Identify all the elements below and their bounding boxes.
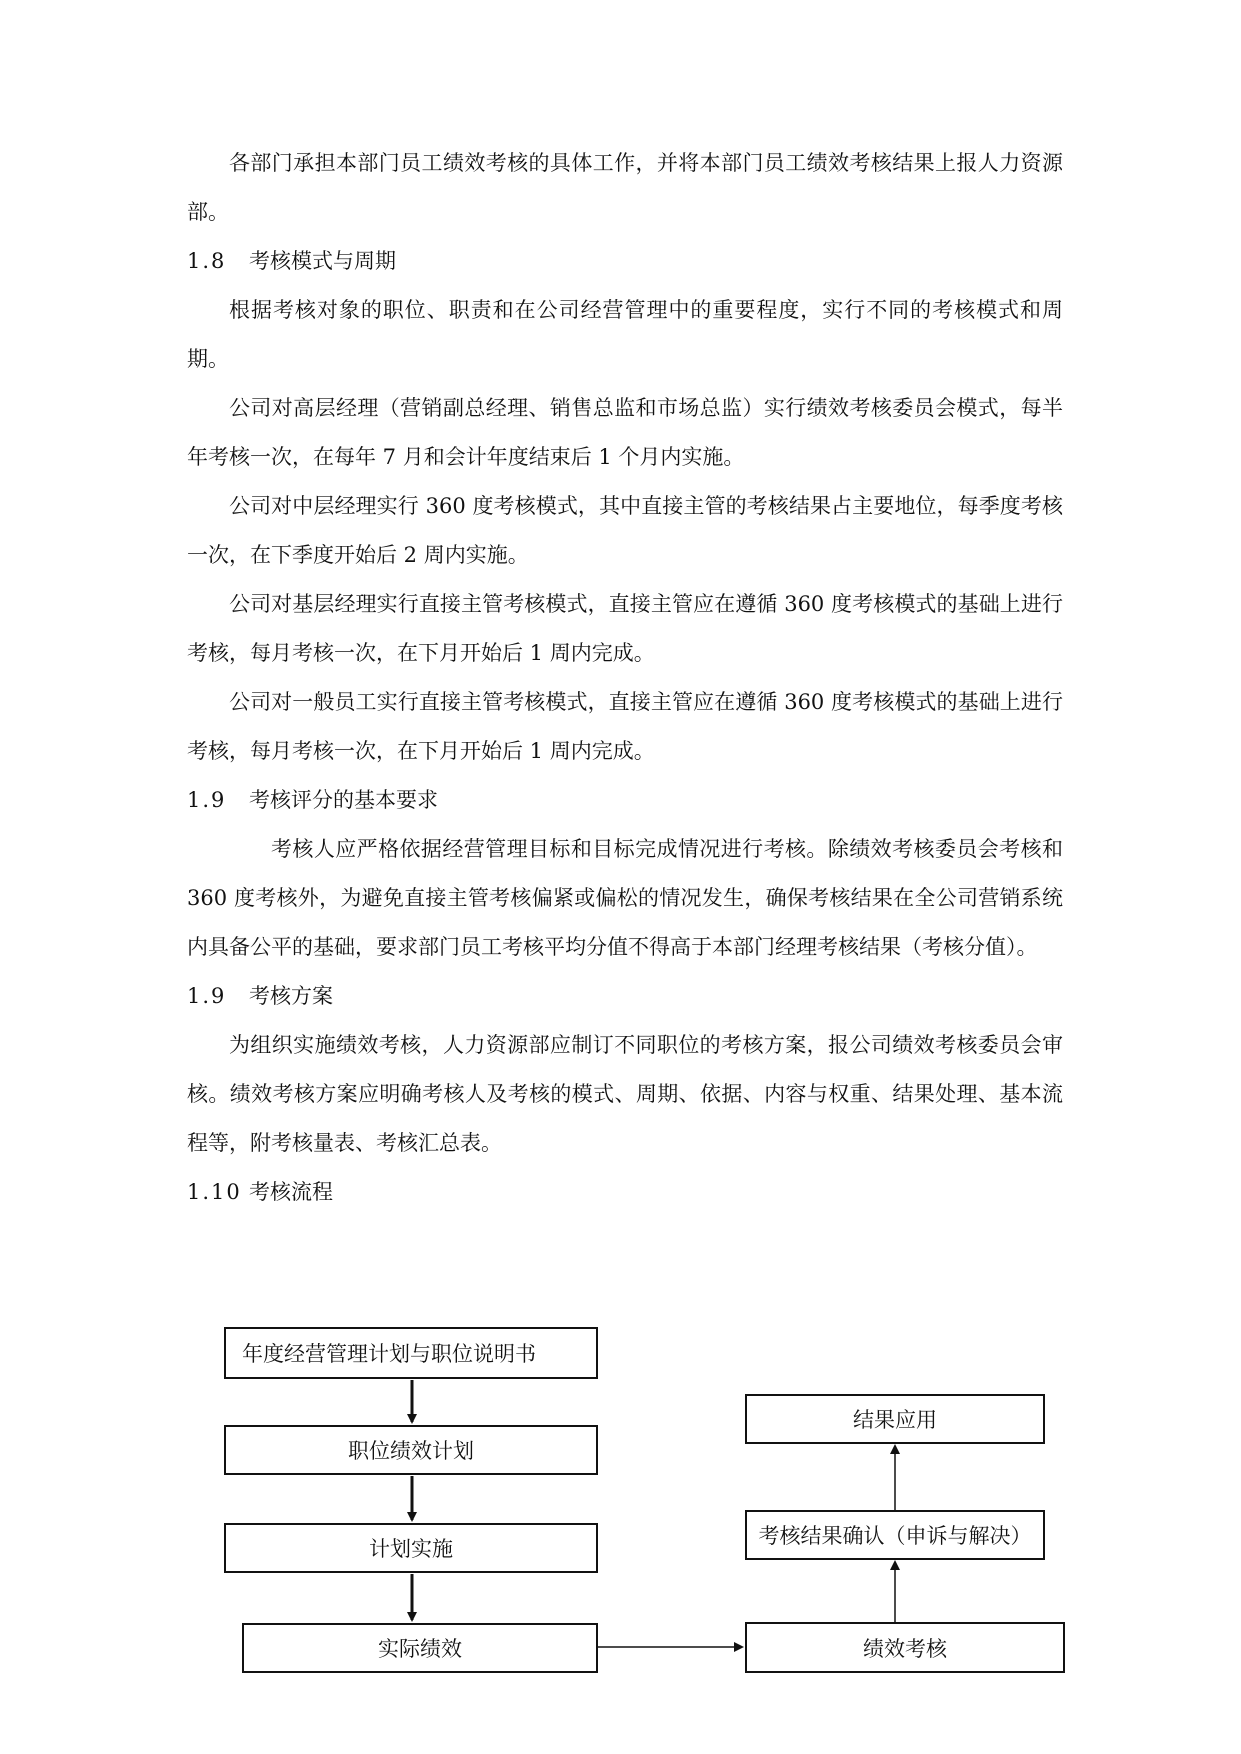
paragraph-8: 为组织实施绩效考核，人力资源部应制订不同职位的考核方案，报公司绩效考核委员会审核。绩效考核方案应明确考核人及考核的模式、周期、依据、内容与权重、结果处理、基本流程等，附考核量表、考核汇总表。 bbox=[187, 1033, 1063, 1155]
paragraph-7: 考核人应严格依据经营管理目标和目标完成情况进行考核。除绩效考核委员会考核和 360 度考核外，为避免直接主管考核偏紧或偏松的情况发生，确保考核结果在全公司营销系统内具备公平的基础，要求部门员工考核平均分值不得高于本部门经理考核结果（考核分值）。 bbox=[187, 837, 1063, 959]
box-result-application: 结果应用 bbox=[745, 1394, 1045, 1444]
heading-number: 1.9 bbox=[187, 984, 227, 1008]
heading-number: 1.10 bbox=[187, 1180, 242, 1204]
box-position-plan: 职位绩效计划 bbox=[224, 1425, 598, 1475]
paragraph-2: 根据考核对象的职位、职责和在公司经营管理中的重要程度，实行不同的考核模式和周期。 bbox=[187, 298, 1063, 371]
paragraph-4: 公司对中层经理实行 360 度考核模式，其中直接主管的考核结果占主要地位，每季度考核一次，在下季度开始后 2 周内实施。 bbox=[187, 494, 1063, 567]
paragraph-5: 公司对基层经理实行直接主管考核模式，直接主管应在遵循 360 度考核模式的基础上进行考核，每月考核一次，在下月开始后 1 周内完成。 bbox=[187, 592, 1063, 665]
heading-title: 考核评分的基本要求 bbox=[249, 788, 438, 812]
paragraph-6: 公司对一般员工实行直接主管考核模式，直接主管应在遵循 360 度考核模式的基础上进行考核，每月考核一次，在下月开始后 1 周内完成。 bbox=[187, 690, 1063, 763]
box-actual-performance: 实际绩效 bbox=[242, 1623, 598, 1673]
paragraph-1: 各部门承担本部门员工绩效考核的具体工作，并将本部门员工绩效考核结果上报人力资源部。 bbox=[187, 151, 1063, 224]
heading-title: 考核模式与周期 bbox=[249, 249, 396, 273]
box-annual-plan: 年度经营管理计划与职位说明书 bbox=[224, 1327, 598, 1379]
heading-title: 考核流程 bbox=[249, 1180, 333, 1204]
box-result-confirmation: 考核结果确认（申诉与解决） bbox=[745, 1510, 1045, 1560]
heading-number: 1.9 bbox=[187, 788, 227, 812]
heading-number: 1.8 bbox=[187, 249, 227, 273]
heading-title: 考核方案 bbox=[249, 984, 333, 1008]
box-plan-implementation: 计划实施 bbox=[224, 1523, 598, 1573]
paragraph-3: 公司对高层经理（营销副总经理、销售总监和市场总监）实行绩效考核委员会模式，每半年考核一次，在每年 7 月和会计年度结束后 1 个月内实施。 bbox=[187, 396, 1063, 469]
box-performance-review: 绩效考核 bbox=[745, 1622, 1065, 1673]
